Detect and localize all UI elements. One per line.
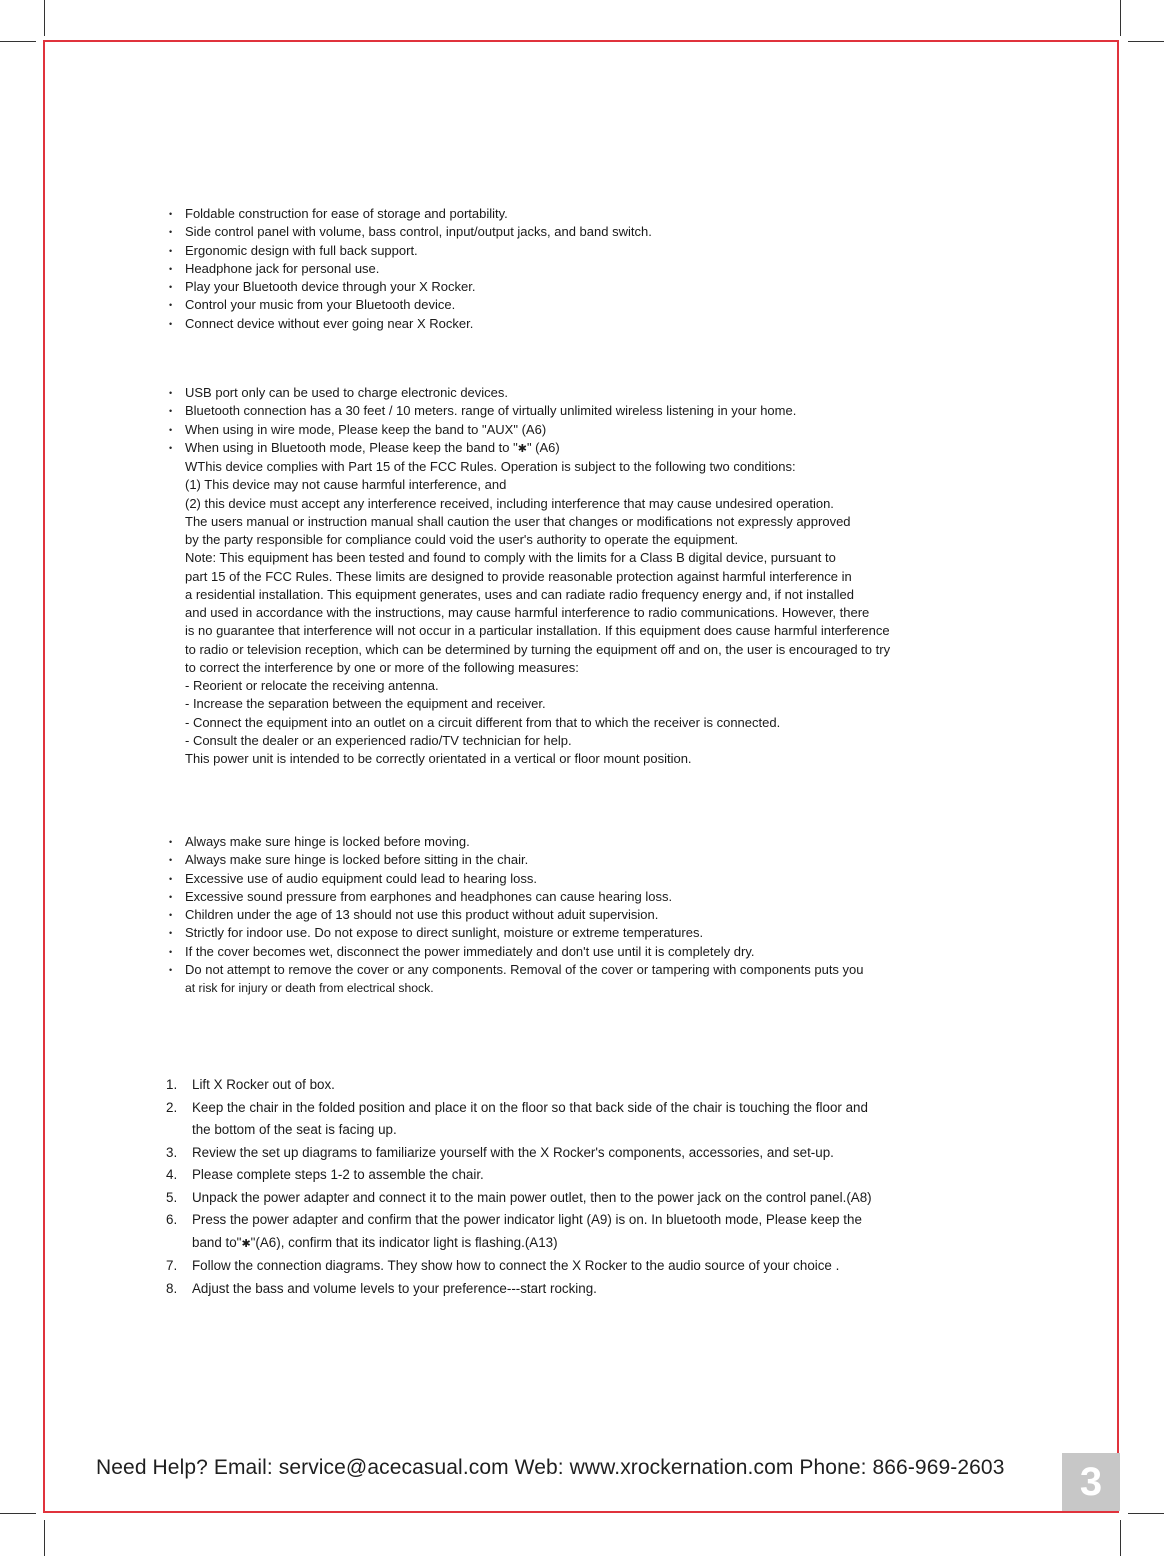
bluetooth-icon: ✱ bbox=[241, 1237, 251, 1250]
crop-mark bbox=[0, 41, 36, 42]
step-text: Follow the connection diagrams. They show how to connect the X Rocker to the audio source of your choice . bbox=[192, 1258, 840, 1273]
list-item: • Strictly for indoor use. Do not expose to direct sunlight, moisture or extreme temperatures. bbox=[166, 924, 1046, 942]
step-number: 5. bbox=[166, 1189, 178, 1205]
list-item: • Bluetooth connection has a 30 feet / 10 meters. range of virtually unlimited wireless listening in your home. bbox=[166, 402, 1046, 420]
step-text: Review the set up diagrams to familiarize yourself with the X Rocker's components, accessories, and set-up. bbox=[192, 1144, 834, 1160]
list-item: • Control your music from your Bluetooth device. bbox=[166, 296, 1046, 314]
list-item: • Always make sure hinge is locked before sitting in the chair. bbox=[166, 851, 1046, 869]
step-item bbox=[166, 1142, 1046, 1165]
step-number: 6. bbox=[166, 1212, 178, 1227]
page-number: 3 bbox=[1062, 1453, 1120, 1511]
crop-mark bbox=[1128, 1513, 1164, 1514]
crop-mark bbox=[44, 1520, 45, 1556]
fcc-line: Note: This equipment has been tested and found to comply with the limits for a Class B digital device, pursuant to bbox=[185, 550, 836, 566]
step-text bbox=[192, 1232, 1046, 1256]
step-number: 1. bbox=[166, 1077, 178, 1092]
fcc-line: a residential installation. This equipment generates, uses and can radiate radio frequency energy and, if not installed bbox=[185, 586, 854, 602]
fcc-line: to correct the interference by one or more of the following measures: bbox=[185, 659, 579, 675]
step-item bbox=[166, 1278, 1046, 1301]
list-item: • Always make sure hinge is locked before moving. bbox=[166, 833, 1046, 851]
fcc-line: to radio or television reception, which can be determined by turning the equipment off and on, the user is encouraged to try bbox=[185, 641, 891, 657]
step-text: the bottom of the seat is facing up. bbox=[192, 1122, 397, 1137]
list-item: • When using in wire mode, Please keep the band to "AUX" (A6) bbox=[166, 421, 1046, 439]
step-text: Lift X Rocker out of box. bbox=[192, 1077, 335, 1092]
fcc-line: WThis device complies with Part 15 of the FCC Rules. Operation is subject to the following two conditions: bbox=[185, 459, 796, 475]
bt-bullet-post: " (A6) bbox=[526, 439, 560, 455]
fcc-line: is no guarantee that interference will not occur in a particular installation. If this equipment does cause harmful interference bbox=[185, 623, 890, 639]
list-item: • Headphone jack for personal use. bbox=[166, 260, 1046, 278]
fcc-line: This power unit is intended to be correctly orientated in a vertical or floor mount position. bbox=[185, 751, 692, 767]
crop-mark bbox=[44, 0, 45, 36]
fcc-line: (2) this device must accept any interference received, including interference that may cause undesired operation. bbox=[185, 495, 834, 511]
bt-bullet-pre: When using in Bluetooth mode, Please keep the band to " bbox=[185, 439, 518, 455]
fcc-line: part 15 of the FCC Rules. These limits are designed to provide reasonable protection against harmful interference in bbox=[185, 568, 852, 584]
features-list bbox=[166, 205, 1046, 333]
step-number: 8. bbox=[166, 1280, 178, 1296]
fcc-statement bbox=[166, 458, 1046, 768]
crop-mark bbox=[1120, 1520, 1121, 1556]
fcc-line: - Increase the separation between the equipment and receiver. bbox=[185, 696, 546, 712]
step-item bbox=[166, 1255, 1046, 1278]
list-item: • Do not attempt to remove the cover or any components. Removal of the cover or tampering with components puts you bbox=[166, 961, 1046, 979]
crop-mark bbox=[0, 1513, 36, 1514]
list-item: • Ergonomic design with full back support. bbox=[166, 242, 1046, 260]
fcc-line: (1) This device may not cause harmful interference, and bbox=[185, 477, 507, 493]
warnings-list bbox=[166, 833, 1046, 979]
fcc-line: by the party responsible for compliance could void the user's authority to operate the equipment. bbox=[185, 532, 739, 548]
setup-steps bbox=[166, 1074, 1046, 1300]
list-item: • Children under the age of 13 should not use this product without aduit supervision. bbox=[166, 906, 1046, 924]
help-footer: Need Help? Email: service@acecasual.com Web: www.xrockernation.com Phone: 866-969-2603 bbox=[96, 1456, 1005, 1479]
notes-list bbox=[166, 384, 1046, 458]
crop-mark bbox=[1128, 41, 1164, 42]
setup-steps-section bbox=[166, 1074, 1046, 1300]
step-text-post: "(A6), confirm that its indicator light is flashing.(A13) bbox=[250, 1234, 558, 1250]
fcc-line: - Reorient or relocate the receiving antenna. bbox=[185, 678, 439, 694]
step-text: Please complete steps 1-2 to assemble the chair. bbox=[192, 1167, 484, 1182]
fcc-line: and used in accordance with the instructions, may cause harmful interference to radio communications. However, there bbox=[185, 605, 870, 621]
step-item bbox=[166, 1074, 1046, 1097]
fcc-line: - Consult the dealer or an experienced radio/TV technician for help. bbox=[185, 732, 572, 748]
step-number: 7. bbox=[166, 1258, 178, 1273]
step-number: 2. bbox=[166, 1099, 178, 1115]
step-text-pre: band to" bbox=[192, 1234, 242, 1250]
features-section bbox=[166, 205, 1046, 333]
list-item: • Side control panel with volume, bass control, input/output jacks, and band switch. bbox=[166, 223, 1046, 241]
list-item bbox=[166, 439, 1046, 458]
step-text: Press the power adapter and confirm that the power indicator light (A9) is on. In bluetooth mode, Please keep the bbox=[192, 1212, 862, 1227]
notes-section bbox=[166, 384, 1046, 768]
step-item bbox=[166, 1187, 1046, 1210]
list-item: • Play your Bluetooth device through your X Rocker. bbox=[166, 278, 1046, 296]
warning-continuation: at risk for injury or death from electrical shock. bbox=[185, 981, 434, 996]
step-number: 3. bbox=[166, 1144, 178, 1160]
bluetooth-icon: ✱ bbox=[517, 442, 527, 455]
step-item bbox=[166, 1209, 1046, 1255]
list-item: • Connect device without ever going near X Rocker. bbox=[166, 315, 1046, 333]
step-item bbox=[166, 1164, 1046, 1187]
list-item: • If the cover becomes wet, disconnect the power immediately and don't use until it is completely dry. bbox=[166, 943, 1046, 961]
fcc-line: The users manual or instruction manual shall caution the user that changes or modifications not expressly approved bbox=[185, 513, 851, 529]
fcc-line: - Connect the equipment into an outlet on a circuit different from that to which the receiver is connected. bbox=[185, 714, 781, 730]
warnings-section bbox=[166, 833, 1046, 999]
crop-mark bbox=[1120, 0, 1121, 36]
step-text: Unpack the power adapter and connect it to the main power outlet, then to the power jack on the control panel.(A8) bbox=[192, 1189, 872, 1205]
step-text: Adjust the bass and volume levels to your preference---start rocking. bbox=[192, 1280, 597, 1296]
step-number: 4. bbox=[166, 1167, 178, 1182]
list-item: • Foldable construction for ease of storage and portability. bbox=[166, 205, 1046, 223]
list-item: • Excessive sound pressure from earphones and headphones can cause hearing loss. bbox=[166, 888, 1046, 906]
step-text: Keep the chair in the folded position and place it on the floor so that back side of the chair is touching the floor and bbox=[192, 1099, 868, 1115]
list-item: • Excessive use of audio equipment could lead to hearing loss. bbox=[166, 870, 1046, 888]
step-item bbox=[166, 1097, 1046, 1142]
list-item: • USB port only can be used to charge electronic devices. bbox=[166, 384, 1046, 402]
